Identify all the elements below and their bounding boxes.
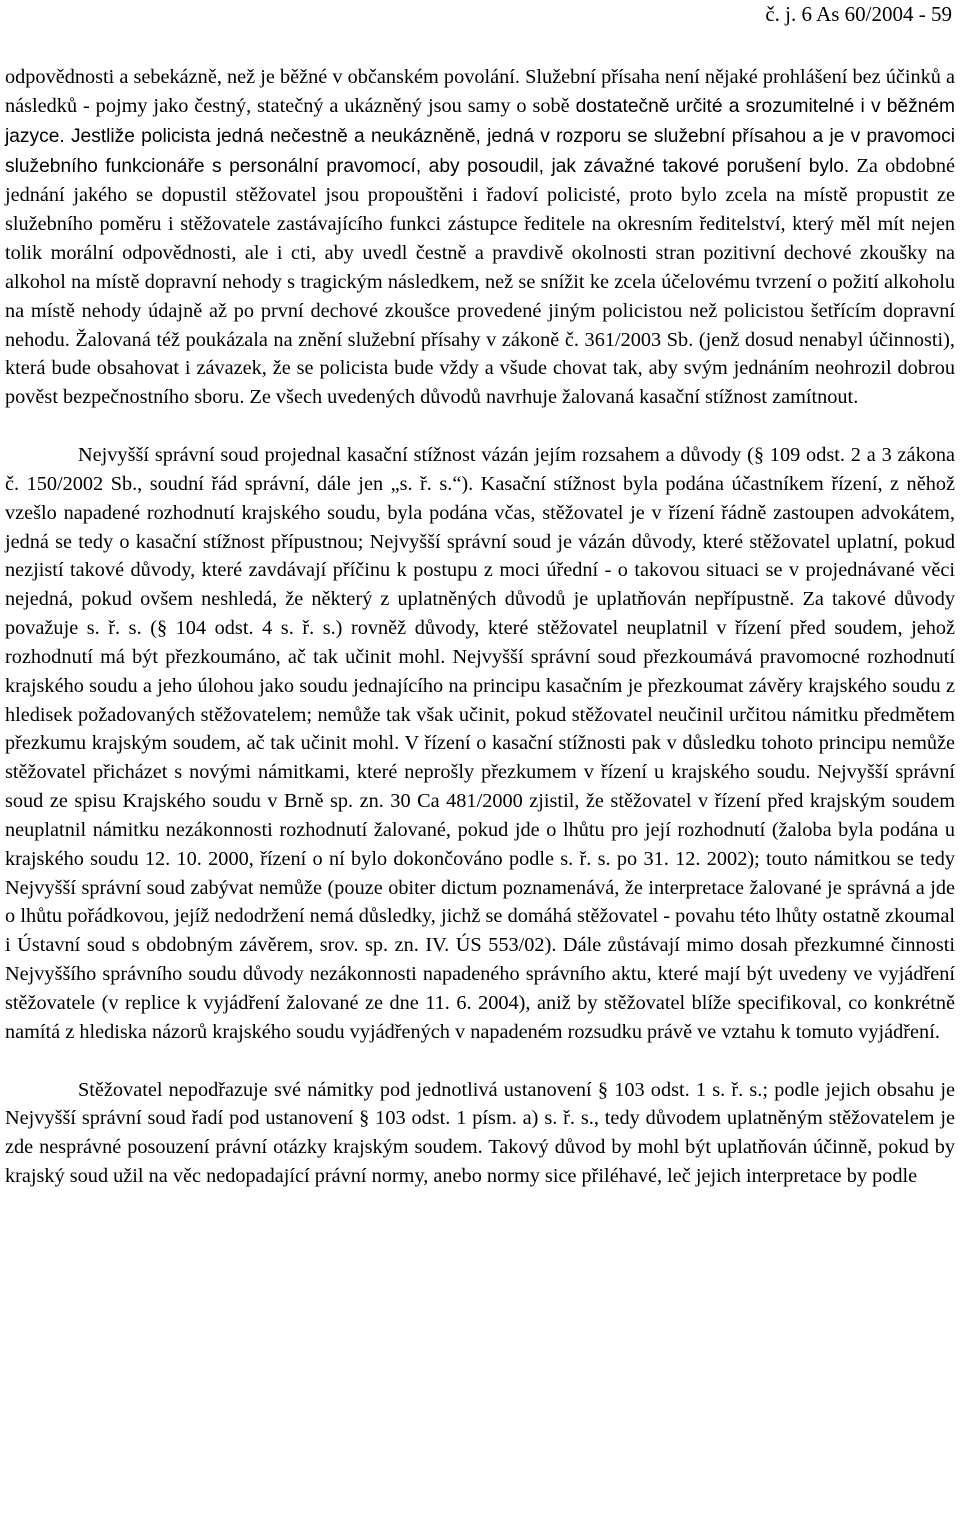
paragraph-court-review	[5, 441, 955, 1047]
text-segment: dostatečně určité a srozumitelné i v běžném jazyce. Jestliže policista jedná nečestně a neukázněně, jedná v rozporu se služební přísahou a je v pravomoci služebního funkcionáře s personální pravomocí, aby posoudil, jak závažné takové porušení bylo.	[5, 95, 955, 177]
paragraph-respondent-argument	[5, 63, 955, 412]
text-segment: Nejvyšší správní soud projednal kasační stížnost vázán jejím rozsahem a důvody (§ 109 odst. 2 a 3 zákona č. 150/2002 Sb., soudní řád správní, dále jen „s. ř. s.“). Kasační stížnost byla podána účastníkem řízení, z něhož vzešlo napadené rozhodnutí krajského soudu, byla podána včas, stěžovatel je v řízení řádně zastoupen advokátem, jedná se tedy o kasační stížnost přípustnou; Nejvyšší správní soud je vázán důvody, které stěžovatel uplatní, pokud nezjistí takové důvody, které zavdávají příčinu k postupu z moci úřední - o takovou situaci se v projednávané věci nejedná, pokud ovšem neshledá, že některý z uplatněných důvodů je uplatňován nepřípustně. Za takové důvody považuje s. ř. s. (§ 104 odst. 4 s. ř. s.) rovněž důvody, které stěžovatel neuplatnil v řízení před soudem, jehož rozhodnutí má být přezkoumáno, ač tak učinit mohl. Nejvyšší správní soud přezkoumává pravomocné rozhodnutí krajského soudu a jeho úlohou jako soudu jednajícího na principu kasačním je přezkoumat závěry krajského soudu z hledisek požadovaných stěžovatelem; nemůže tak však učinit, pokud stěžovatel neučinil určitou námitku předmětem přezkumu krajským soudem, ač tak učinit mohl. V řízení o kasační stížnosti pak v důsledku tohoto principu nemůže stěžovatel přicházet s novými námitkami, které neprošly přezkumem v řízení u krajského soudu. Nejvyšší správní soud ze spisu Krajského soudu v Brně sp. zn. 30 Ca 481/2000 zjistil, že stěžovatel v řízení před krajským soudem neuplatnil námitku nezákonnosti rozhodnutí žalované, pokud jde o lhůtu pro její rozhodnutí (žaloba byla podána u krajského soudu 12. 10. 2000, řízení o ní bylo dokončováno podle s. ř. s. po 31. 12. 2002); touto námitkou se tedy Nejvyšší správní soud zabývat nemůže (pouze obiter dictum poznamenává, že interpretace žalované je správná a jde o lhůtu pořádkovou, jejíž nedodržení nemá důsledky, jichž se domáhá stěžovatel - povahu této lhůty ostatně zkoumal i Ústavní soud s obdobným závěrem, srov. sp. zn. IV. ÚS 553/02). Dále zůstávají mimo dosah přezkumné činnosti Nejvyššího správního soudu důvody nezákonnosti napadeného správního aktu, které mají být uvedeny ve vyjádření stěžovatele (v replice k vyjádření žalované ze dne 11. 6. 2004), aniž by stěžovatel blíže specifikoval, co konkrétně namítá z hlediska názorů krajského soudu vyjádřených v napadeném rozsudku právě ve vztahu k tomuto vyjádření.	[5, 443, 955, 1043]
text-segment: Stěžovatel nepodřazuje své námitky pod jednotlivá ustanovení § 103 odst. 1 s. ř. s.; podle jejich obsahu je Nejvyšší správní soud řadí pod ustanovení § 103 odst. 1 písm. a) s. ř. s., tedy důvodem uplatněným stěžovatelem je zde nesprávné posouzení právní otázky krajským soudem. Takový důvod by mohl být uplatňován účinně, pokud by krajský soud užil na věc nedopadající právní normy, anebo normy sice přiléhavé, leč jejich interpretace by podle	[5, 1078, 955, 1188]
text-segment: Za obdobné jednání jakého se dopustil stěžovatel jsou propouštěni i řadoví policisté, proto bylo zcela na místě propustit ze služebního poměru i stěžovatele zastávajícího funkci zástupce ředitele na okresním ředitelství, který měl mít nejen tolik morální odpovědnosti, ale i cti, aby uvedl čestně a pravdivě okolnosti stran pozitivní dechové zkoušky na alkohol na místě dopravní nehody s tragickým následkem, než se snížit ke zcela účelovému tvrzení o požití alkoholu na místě nehody údajně až po první dechové zkoušce provedené jiným policistou než policistou šetřícím dopravní nehodu. Žalovaná též poukázala na znění služební přísahy v zákoně č. 361/2003 Sb. (jenž dosud nenabyl účinnosti), která bude obsahovat i závazek, že se policista bude vždy a všude chovat tak, aby svým jednáním neohrozil dobrou pověst bezpečnostního sboru. Ze všech uvedených důvodů navrhuje žalovaná kasační stížnost zamítnout.	[5, 154, 955, 409]
text-segment: odpovědnosti a sebekázně, než je běžné v občanském povolání. Služební přísaha není nějaké prohlášení bez účinků a následků - pojmy jako čestný, statečný a ukázněný jsou samy o sobě	[5, 66, 955, 117]
document-body	[5, 63, 955, 1191]
case-number-header: č. j. 6 As 60/2004 - 59	[765, 2, 952, 26]
paragraph-complainant-objections	[5, 1076, 955, 1191]
